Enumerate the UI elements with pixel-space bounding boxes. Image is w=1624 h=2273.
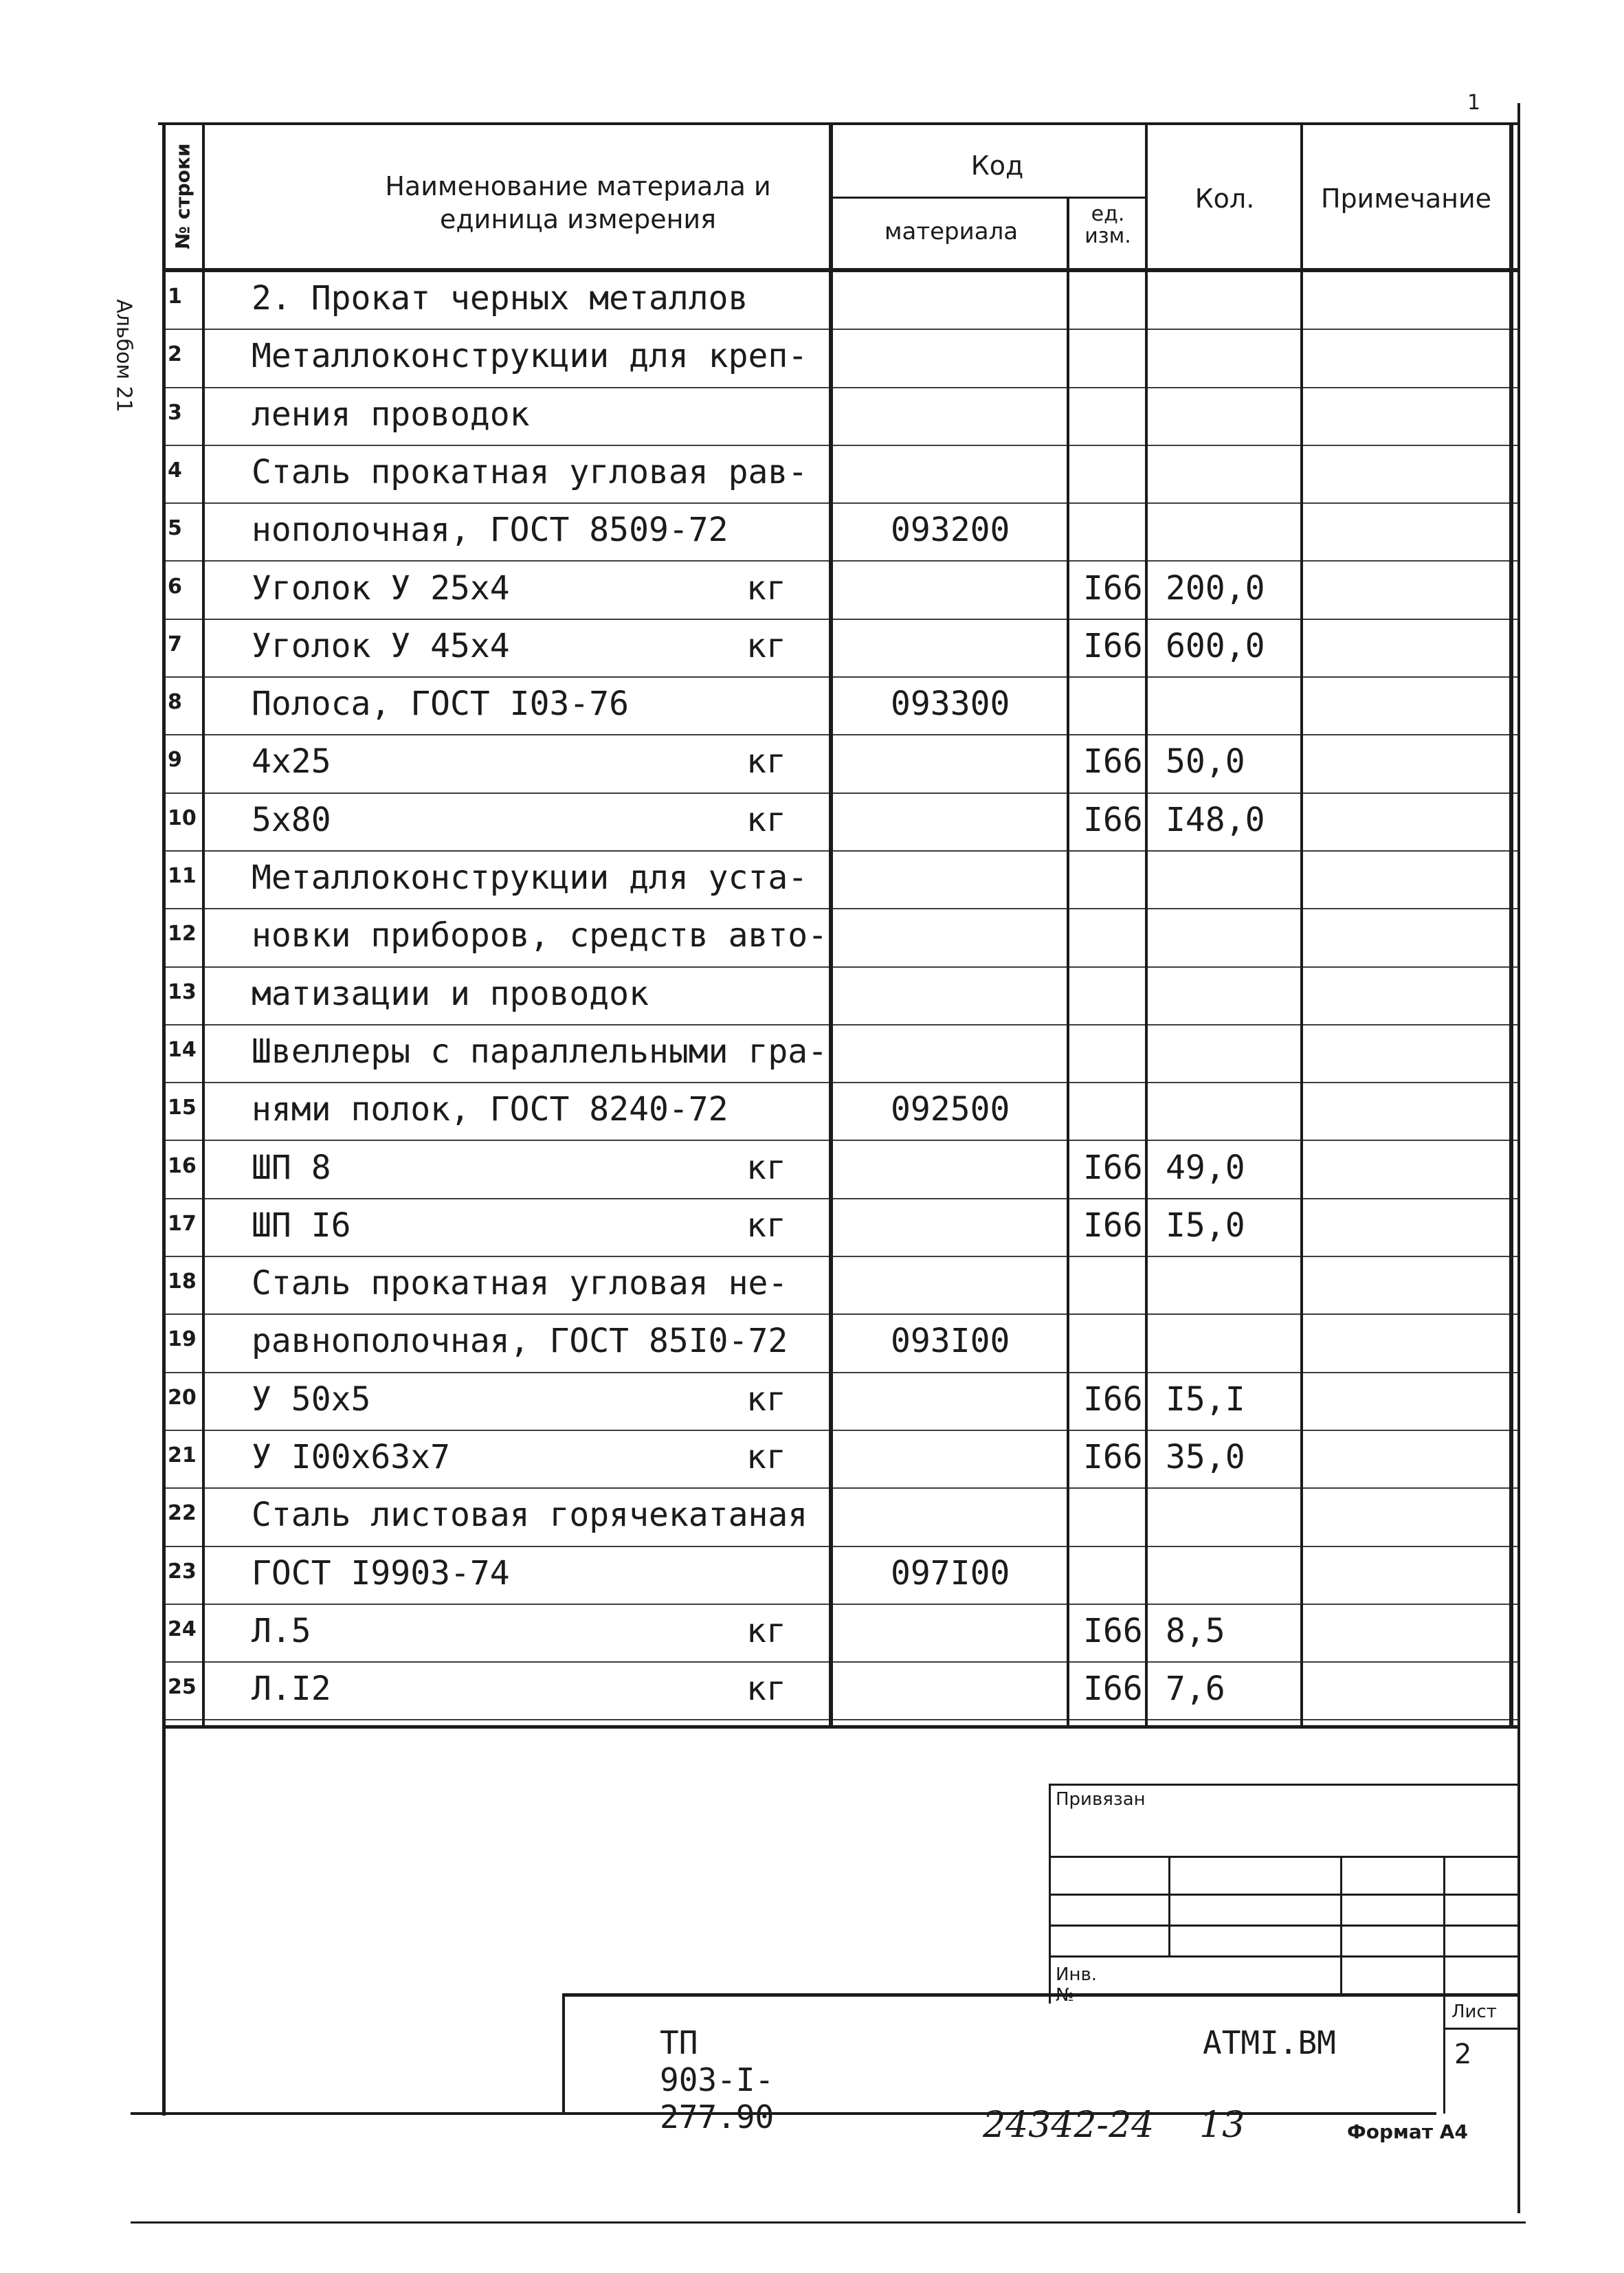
- footer-format: Формат А4: [1347, 2120, 1468, 2143]
- table-row: [162, 1547, 1520, 1605]
- table-row: [162, 968, 1520, 1025]
- unit-name: кг: [746, 626, 786, 665]
- material-name: нополочная, ГОСТ 8509-72: [252, 511, 728, 550]
- header-row-no: № строки: [171, 143, 194, 250]
- row-number: 5: [168, 516, 182, 541]
- table-row: [162, 1431, 1520, 1489]
- table-row: [162, 1142, 1520, 1199]
- quantity: 200,0: [1166, 568, 1265, 608]
- row-number: 24: [168, 1617, 197, 1641]
- side-album-label: Альбом 21: [111, 299, 136, 412]
- table-row: [162, 1257, 1520, 1315]
- material-name: 2. Прокат черных металлов: [252, 279, 748, 318]
- material-name: 5х80: [252, 800, 331, 839]
- table-row: [162, 1083, 1520, 1141]
- header-name: Наименование материала и единица измерения: [385, 171, 771, 234]
- material-name: ШП I6: [252, 1206, 351, 1245]
- row-number: 14: [168, 1037, 197, 1062]
- material-name: Сталь листовая горячекатаная: [252, 1496, 808, 1535]
- header-qty: Кол.: [1194, 184, 1255, 214]
- row-number: 11: [168, 864, 197, 888]
- material-name: новки приборов, средств авто-: [252, 916, 828, 955]
- quantity: 600,0: [1166, 626, 1265, 665]
- materials-table: [162, 122, 1520, 1727]
- material-name: Полоса, ГОСТ I03-76: [252, 685, 630, 724]
- unit-name: кг: [746, 800, 786, 839]
- material-name: Сталь прокатная угловая рав-: [252, 452, 808, 491]
- quantity: 8,5: [1166, 1611, 1225, 1650]
- material-name: Металлоконструкции для уста-: [252, 858, 808, 897]
- unit-code: I66: [1083, 1148, 1143, 1187]
- row-number: 1: [168, 285, 182, 309]
- quantity: 7,6: [1166, 1670, 1225, 1709]
- row-number: 4: [168, 458, 182, 483]
- table-bottom-line: [162, 1725, 1520, 1729]
- unit-name: кг: [746, 1148, 786, 1187]
- material-name: Л.I2: [252, 1670, 331, 1709]
- row-number: 25: [168, 1675, 197, 1700]
- unit-name: кг: [746, 742, 786, 781]
- row-number: 10: [168, 806, 197, 830]
- table-row: [162, 1199, 1520, 1257]
- footer-handwritten: 24342-24: [983, 2105, 1155, 2146]
- table-row: [162, 446, 1520, 504]
- stamp-sheet-label: Лист: [1451, 2002, 1497, 2022]
- row-number: 6: [168, 574, 182, 599]
- table-row: [162, 1315, 1520, 1373]
- table-row: [162, 330, 1520, 388]
- unit-name: кг: [746, 1206, 786, 1245]
- table-row: [162, 909, 1520, 967]
- unit-code: I66: [1083, 1206, 1143, 1245]
- row-divider: [162, 1719, 1520, 1720]
- material-name: У I00х63х7: [252, 1438, 450, 1476]
- unit-name: кг: [746, 1670, 786, 1709]
- table-row: [162, 620, 1520, 678]
- stamp-doc-code: ТП 903-I-277.90: [660, 2024, 775, 2136]
- unit-code: I66: [1083, 568, 1143, 608]
- table-row: [162, 1605, 1520, 1663]
- quantity: I5,I: [1166, 1379, 1245, 1419]
- material-name: Металлоконструкции для креп-: [252, 337, 808, 376]
- header-unit: ед. изм.: [1084, 202, 1131, 248]
- stamp-privyazan: Привязан: [1056, 1789, 1146, 1810]
- row-number: 3: [168, 400, 182, 425]
- page-edge-bottom: [131, 2221, 1526, 2224]
- table-row: [162, 1025, 1520, 1083]
- unit-code: I66: [1083, 1670, 1143, 1709]
- unit-name: кг: [746, 1438, 786, 1476]
- unit-code: I66: [1083, 742, 1143, 781]
- row-number: 16: [168, 1153, 197, 1178]
- header-note: Примечание: [1320, 184, 1492, 214]
- row-number: 20: [168, 1385, 197, 1410]
- material-code: 097I00: [891, 1553, 1010, 1593]
- header-code: Код: [970, 151, 1024, 181]
- material-name: матизации и проводок: [252, 974, 649, 1013]
- quantity: 49,0: [1166, 1148, 1245, 1187]
- stamp-inv-no: Инв. №: [1056, 1964, 1098, 2006]
- footer-page: 13: [1199, 2105, 1245, 2146]
- row-number: 13: [168, 979, 197, 1004]
- material-code: 093I00: [891, 1322, 1010, 1361]
- row-number: 15: [168, 1096, 197, 1120]
- unit-code: I66: [1083, 1379, 1143, 1419]
- material-name: Швеллеры с параллельными гра-: [252, 1032, 828, 1071]
- material-code: 092500: [891, 1090, 1010, 1129]
- quantity: 50,0: [1166, 742, 1245, 781]
- table-row: [162, 678, 1520, 735]
- table-row: [162, 562, 1520, 620]
- row-number: 12: [168, 922, 197, 946]
- row-number: 17: [168, 1211, 197, 1236]
- table-row: [162, 1663, 1520, 1720]
- table-row: [162, 735, 1520, 793]
- row-number: 23: [168, 1559, 197, 1584]
- corner-mark: 1: [1467, 91, 1481, 115]
- material-name: ления проводок: [252, 395, 530, 434]
- row-number: 8: [168, 690, 182, 715]
- material-name: Сталь прокатная угловая не-: [252, 1264, 788, 1303]
- unit-code: I66: [1083, 1438, 1143, 1476]
- material-name: Уголок У 25х4: [252, 568, 510, 608]
- material-name: ГОСТ I9903-74: [252, 1553, 510, 1593]
- row-number: 22: [168, 1501, 197, 1526]
- table-row: [162, 794, 1520, 852]
- material-name: нями полок, ГОСТ 8240-72: [252, 1090, 728, 1129]
- table-row: [162, 504, 1520, 562]
- unit-name: кг: [746, 1379, 786, 1419]
- table-row: [162, 852, 1520, 909]
- row-number: 7: [168, 632, 182, 656]
- table-row: [162, 272, 1520, 330]
- quantity: I48,0: [1166, 800, 1265, 839]
- unit-code: I66: [1083, 1611, 1143, 1650]
- stamp-doc-mark: АТМI.ВМ: [1203, 2024, 1336, 2061]
- code-split-line: [833, 197, 1145, 199]
- material-name: У 50х5: [252, 1379, 371, 1419]
- material-name: 4х25: [252, 742, 331, 781]
- table-row: [162, 388, 1520, 446]
- unit-code: I66: [1083, 626, 1143, 665]
- row-number: 21: [168, 1443, 197, 1467]
- material-name: Уголок У 45х4: [252, 626, 510, 665]
- row-number: 2: [168, 342, 182, 367]
- row-number: 9: [168, 748, 182, 773]
- material-name: равнополочная, ГОСТ 85I0-72: [252, 1322, 788, 1361]
- unit-name: кг: [746, 1611, 786, 1650]
- unit-name: кг: [746, 568, 786, 608]
- unit-code: I66: [1083, 800, 1143, 839]
- quantity: 35,0: [1166, 1438, 1245, 1476]
- row-number: 19: [168, 1327, 197, 1352]
- material-name: Л.5: [252, 1611, 311, 1650]
- quantity: I5,0: [1166, 1206, 1245, 1245]
- material-name: ШП 8: [252, 1148, 331, 1187]
- material-code: 093300: [891, 685, 1010, 724]
- table-row: [162, 1489, 1520, 1546]
- material-code: 093200: [891, 511, 1010, 550]
- row-number: 18: [168, 1269, 197, 1294]
- table-row: [162, 1373, 1520, 1431]
- stamp-sheet-no: 2: [1454, 2039, 1472, 2070]
- header-material: материала: [884, 218, 1019, 245]
